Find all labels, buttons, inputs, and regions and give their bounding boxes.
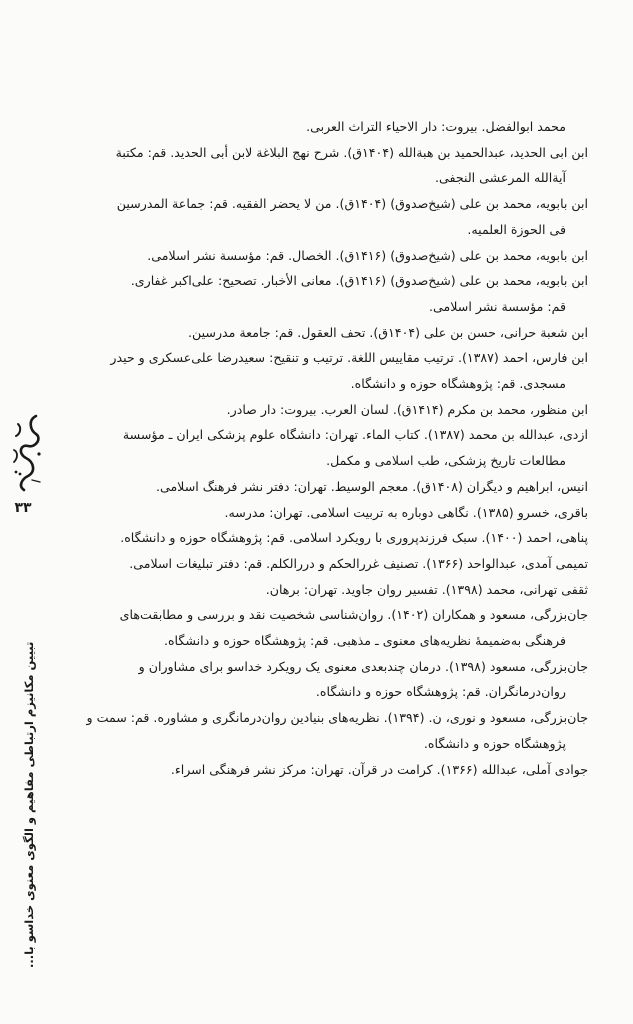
running-title: تبیین مکانیزم ارتباطی مفاهیم و الگوی معنوی خداسو با...: [22, 641, 36, 968]
reference-line: باقری، خسرو (۱۳۸۵). نگاهی دوباره به تربیت اسلامی. تهران: مدرسه.: [224, 504, 588, 520]
reference-line: ابن بابویه، محمد بن علی (شیخ‌صدوق) (۱۴۰۴ق). من لا یحضر الفقیه. قم: جماعة المدرسین: [116, 196, 588, 212]
reference-line: ازدی، عبدالله بن محمد (۱۳۸۷). کتاب الماء. تهران: دانشگاه علوم پزشکی ایران ـ مؤسسة: [122, 427, 588, 443]
reference-line: ابن بابویه، محمد بن علی (شیخ‌صدوق) (۱۴۱۶ق). معانی الأخبار. تصحیح: علی‌اکبر غفاری.: [130, 273, 588, 289]
reference-continuation-line: فی الحوزة العلمیه.: [467, 221, 566, 237]
reference-entry: [66, 551, 588, 577]
reference-entry: [66, 268, 588, 319]
references-list: [66, 114, 588, 782]
reference-continuation-line: پژوهشگاه حوزه و دانشگاه.: [423, 735, 566, 751]
reference-continuation-line: فرهنگی به‌ضمیمهٔ نظریه‌های معنوی ـ مذهبی. قم: پژوهشگاه حوزه و دانشگاه.: [163, 633, 566, 649]
reference-entry: [66, 654, 588, 705]
reference-entry: [66, 191, 588, 242]
reference-continuation-line: روان‌درمانگران. قم: پژوهشگاه حوزه و دانشگاه.: [315, 684, 566, 700]
reference-entry: [66, 345, 588, 396]
reference-line: ابن فارس، احمد (۱۳۸۷). ترتیب مقاییس اللغة. ترتیب و تنقیح: سعیدرضا علی‌عسکری و حیدر: [110, 350, 588, 366]
reference-entry: [66, 602, 588, 653]
reference-line: ثقفی تهرانی، محمد (۱۳۹۸). تفسیر روان جاوید. تهران: برهان.: [265, 581, 588, 597]
reference-continuation-line: مطالعات تاریخ پزشکی، طب اسلامی و مکمل.: [326, 453, 566, 469]
reference-entry: [66, 397, 588, 423]
reference-entry: [66, 757, 588, 783]
reference-line: جوادی آملی، عبدالله (۱۳۶۶). کرامت در قرآن. تهران: مرکز نشر فرهنگی اسراء.: [170, 761, 588, 777]
reference-line: جان‌بزرگی، مسعود و نوری، ن. (۱۳۹۴). نظریه‌های بنیادین روان‌درمانگری و مشاوره. قم: سمت و: [86, 710, 588, 726]
reference-continuation-line: آیة‌الله المرعشی النجفی.: [435, 170, 566, 186]
reference-entry: [66, 577, 588, 603]
reference-line: جان‌بزرگی، مسعود (۱۳۹۸). درمان چندبعدی معنوی یک رویکرد خداسو برای مشاوران و: [138, 658, 588, 674]
reference-line: ابن بابویه، محمد بن علی (شیخ‌صدوق) (۱۴۱۶ق). الخصال. قم: مؤسسة نشر اسلامی.: [147, 247, 588, 263]
reference-line: جان‌بزرگی، مسعود و همکاران (۱۴۰۲). روان‌شناسی شخصیت نقد و بررسی و مطابقت‌های: [119, 607, 588, 623]
reference-line: ابن شعبة حرانی، حسن بن علی (۱۴۰۴ق). تحف العقول. قم: جامعة مدرسین.: [188, 324, 588, 340]
journal-logo: [6, 410, 46, 494]
reference-continuation-line: قم: مؤسسة نشر اسلامی.: [429, 298, 566, 314]
reference-line: ابن ابی الحدید، عبدالحمید بن هبةالله (۱۴۰۴ق). شرح نهج البلاغة لابن أبی الحدید. قم: مکتبة: [115, 144, 588, 160]
reference-entry: [66, 140, 588, 191]
reference-line: ابن منظور، محمد بن مکرم (۱۴۱۴ق). لسان العرب. بیروت: دار صادر.: [226, 401, 588, 417]
reference-entry: [66, 243, 588, 269]
calligraphy-logo-icon: [6, 410, 46, 494]
reference-line: انیس، ابراهیم و دیگران (۱۴۰۸ق). معجم الوسیط. تهران: دفتر نشر فرهنگ اسلامی.: [155, 478, 588, 494]
reference-entry: [66, 114, 588, 140]
page-number: ۳۳: [14, 500, 32, 516]
reference-entry: [66, 422, 588, 473]
reference-entry: [66, 525, 588, 551]
running-header: [8, 528, 52, 968]
reference-entry: [66, 705, 588, 756]
reference-line: محمد ابوالفضل. بیروت: دار الاحیاء التراث العربی.: [306, 119, 566, 134]
reference-line: پناهی، احمد (۱۴۰۰). سبک فرزندپروری با رویکرد اسلامی. قم: پژوهشگاه حوزه و دانشگاه.: [120, 530, 588, 546]
reference-entry: [66, 320, 588, 346]
reference-line: تمیمی آمدی، عبدالواحد (۱۳۶۶). تصنیف غررالحکم و دررالکلم. قم: دفتر تبلیغات اسلامی.: [129, 555, 588, 571]
reference-entry: [66, 500, 588, 526]
reference-continuation-line: مسجدی. قم: پژوهشگاه حوزه و دانشگاه.: [350, 376, 566, 392]
reference-entry: [66, 474, 588, 500]
